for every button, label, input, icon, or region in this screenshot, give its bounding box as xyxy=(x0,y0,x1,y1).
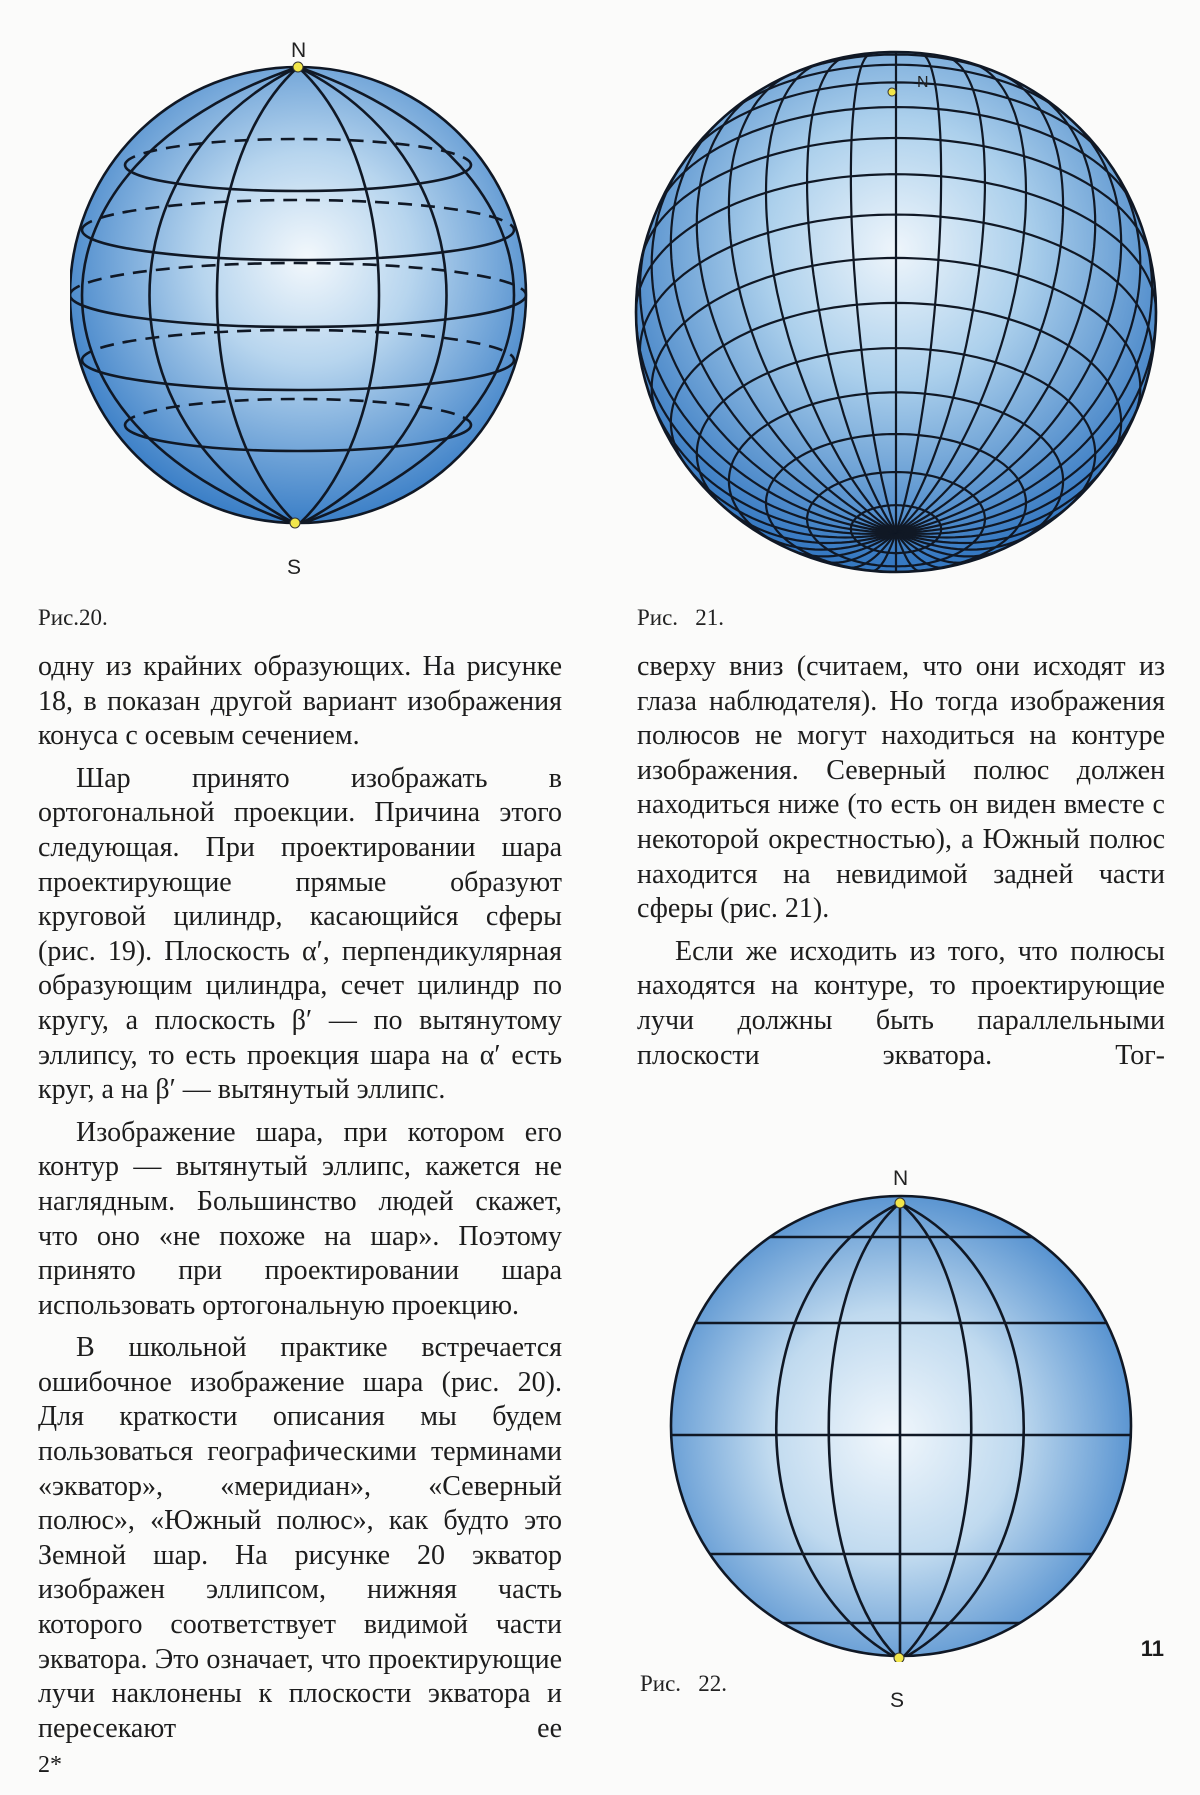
south-pole-dot xyxy=(290,518,300,528)
figure-22-sphere xyxy=(660,1192,1140,1662)
fig20-south-label: S xyxy=(287,556,302,579)
fig22-caption: Рис. 22. xyxy=(640,1671,728,1696)
fig20-caption: Рис.20. xyxy=(38,605,108,630)
north-pole-dot xyxy=(895,1198,905,1208)
page-number: 11 xyxy=(1140,1636,1164,1661)
paragraph: В школьной практике встречается ошибочное изображение шара (рис. 20). Для краткости описания мы будем пользоваться географическими терминами «экватор», «меридиан», «Северный полюс», «Южный полюс», как будто это Земной шар. На рисунке 20 экватор изображен эллипсом, нижняя часть которого соответствует видимой части экватора. Это означает, что проектирующие лучи наклонены к плоскости экватора и пересекают ее xyxy=(38,1332,562,1744)
north-pole-dot xyxy=(293,62,303,72)
fig20-north-label: N xyxy=(291,39,307,62)
figure-20-sphere xyxy=(70,55,530,555)
figure-21-sphere xyxy=(634,48,1164,578)
north-pole-dot xyxy=(888,88,896,96)
paragraph: Шар принято изображать в ортогональной проекции. Причина этого следующая. При проектировании шара проектирующие прямые образуют круговой цилиндр, касающийся сферы (рис. 19). Плоскость α′, перпендикулярная образующим цилиндра, сечет цилиндр по кругу, а плоскость β′ — по вытянутому эллипсу, то есть проекция шара на α′ есть круг, а на β′ — вытянутый эллипс. xyxy=(38,762,562,1106)
paragraph: одну из крайних образующих. На рисунке 18, в показан другой вариант изображения конуса с осевым сечением. xyxy=(38,651,562,752)
fig21-north-label: N xyxy=(917,74,929,91)
right-text-column xyxy=(637,650,1165,1073)
fig22-north-label: N xyxy=(893,1167,909,1190)
signature-mark: 2* xyxy=(38,1752,62,1778)
paragraph: Изображение шара, при котором его контур — вытянутый эллипс, кажется не наглядным. Большинство людей скажет, что оно «не похоже на шар». Поэтому принято при проектировании шара использовать ортогональную проекцию. xyxy=(38,1116,562,1321)
sphere-body xyxy=(70,67,526,523)
paragraph: сверху вниз (считаем, что они исходят из глаза наблюдателя). Но тогда изображения полюсов не могут находиться на контуре изображения. Северный полюс должен находиться ниже (то есть он виден вместе с некоторой окрестностью), а Южный полюс находится на невидимой задней части сферы (рис. 21). xyxy=(637,651,1165,925)
fig21-caption: Рис. 21. xyxy=(637,605,725,630)
fig22-south-label: S xyxy=(890,1689,905,1712)
left-text-column xyxy=(38,650,562,1746)
paragraph: Если же исходить из того, что полюсы находятся на контуре, то проектирующие лучи должны быть параллельными плоскости экватора. Тог- xyxy=(637,935,1165,1071)
south-pole-dot xyxy=(894,1653,904,1662)
